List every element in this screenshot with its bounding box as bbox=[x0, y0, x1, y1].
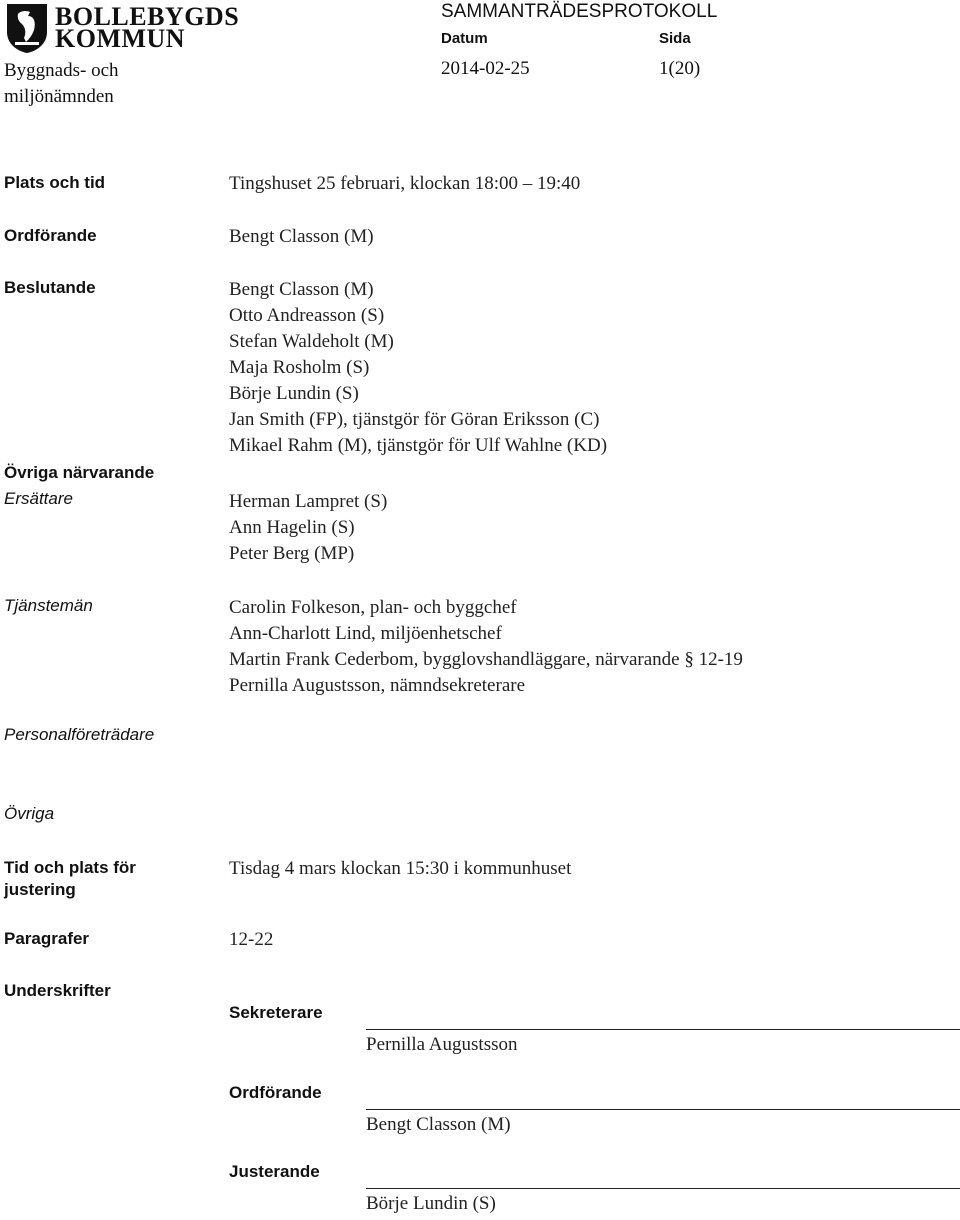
justering-value: Tisdag 4 mars klockan 15:30 i kommunhuset bbox=[229, 858, 572, 879]
tjansteman-list bbox=[229, 595, 743, 699]
department-line2: miljönämnden bbox=[4, 86, 114, 107]
list-item: Jan Smith (FP), tjänstgör för Göran Eriksson (C) bbox=[229, 409, 600, 430]
beslutande-list bbox=[229, 277, 607, 459]
department-line1: Byggnads- och bbox=[4, 60, 119, 81]
paragrafer-value: 12-22 bbox=[229, 929, 274, 950]
signature-line bbox=[366, 1109, 960, 1110]
signature-name-justerande: Börje Lundin (S) bbox=[366, 1193, 496, 1214]
paragrafer-label: Paragrafer bbox=[4, 929, 90, 948]
signature-line bbox=[366, 1188, 960, 1189]
list-item: Bengt Classon (M) bbox=[229, 279, 374, 300]
ersattare-label: Ersättare bbox=[4, 489, 73, 508]
ordforande-value: Bengt Classon (M) bbox=[229, 226, 374, 247]
logo-text-line2: KOMMUN bbox=[55, 24, 186, 53]
list-item: Börje Lundin (S) bbox=[229, 383, 359, 404]
signature-name-sekreterare: Pernilla Augustsson bbox=[366, 1034, 518, 1055]
personalforetradare-label: Personalföreträdare bbox=[4, 725, 155, 744]
logo-text-line1: BOLLEBYGDS bbox=[55, 2, 240, 31]
date-value: 2014-02-25 bbox=[441, 58, 530, 79]
signature-line bbox=[366, 1029, 960, 1030]
justering-label-line1: Tid och plats för bbox=[4, 858, 136, 877]
list-item: Peter Berg (MP) bbox=[229, 543, 355, 564]
plats-och-tid-label: Plats och tid bbox=[4, 173, 106, 192]
signature-role-ordforande: Ordförande bbox=[229, 1083, 322, 1102]
department-name bbox=[4, 58, 119, 110]
list-item: Otto Andreasson (S) bbox=[229, 305, 385, 326]
coat-of-arms-icon bbox=[4, 2, 50, 54]
beslutande-label: Beslutande bbox=[4, 278, 96, 297]
signature-role-justerande: Justerande bbox=[229, 1162, 320, 1181]
list-item: Ann-Charlott Lind, miljöenhetschef bbox=[229, 623, 502, 644]
justering-label-line2: justering bbox=[4, 880, 76, 899]
ovriga-label: Övriga bbox=[4, 804, 55, 823]
ordforande-label: Ordförande bbox=[4, 226, 97, 245]
ersattare-list bbox=[229, 489, 387, 567]
signature-role-sekreterare: Sekreterare bbox=[229, 1003, 323, 1022]
list-item: Mikael Rahm (M), tjänstgör för Ulf Wahlne (KD) bbox=[229, 435, 608, 456]
list-item: Stefan Waldeholt (M) bbox=[229, 331, 394, 352]
justering-label bbox=[4, 857, 136, 901]
document-title: SAMMANTRÄDESPROTOKOLL bbox=[441, 1, 718, 22]
list-item: Pernilla Augustsson, nämndsekreterare bbox=[229, 675, 526, 696]
page-value: 1(20) bbox=[659, 58, 701, 79]
list-item: Martin Frank Cederbom, bygglovshandläggare, närvarande § 12-19 bbox=[229, 649, 743, 670]
underskrifter-label: Underskrifter bbox=[4, 981, 111, 1000]
list-item: Carolin Folkeson, plan- och byggchef bbox=[229, 597, 517, 618]
tjansteman-label: Tjänstemän bbox=[4, 596, 93, 615]
ovriga-narvarande-label: Övriga närvarande bbox=[4, 463, 155, 482]
list-item: Ann Hagelin (S) bbox=[229, 517, 355, 538]
page-label: Sida bbox=[659, 30, 691, 47]
date-label: Datum bbox=[441, 30, 488, 47]
plats-och-tid-value: Tingshuset 25 februari, klockan 18:00 – 19:40 bbox=[229, 173, 581, 194]
list-item: Maja Rosholm (S) bbox=[229, 357, 370, 378]
signature-name-ordforande: Bengt Classon (M) bbox=[366, 1114, 511, 1135]
list-item: Herman Lampret (S) bbox=[229, 491, 388, 512]
